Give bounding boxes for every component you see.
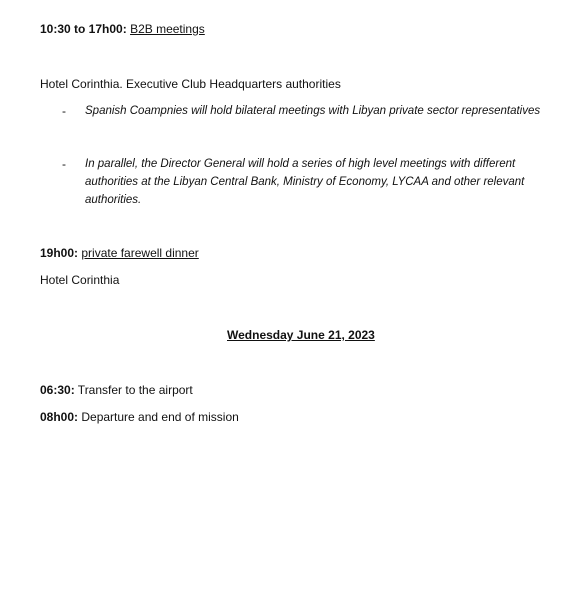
schedule-item — [40, 409, 239, 425]
bullet-text: Spanish Coampnies will hold bilateral meetings with Libyan private sector representatives — [85, 105, 541, 117]
b2b-time: 10:30 to 17h00: — [40, 22, 127, 36]
bullet-dash: - — [62, 104, 66, 118]
venue-executive-club: Hotel Corinthia. Executive Club Headquarters authorities — [40, 77, 341, 91]
dinner-title: private farewell dinner — [81, 246, 199, 260]
schedule-item — [40, 382, 193, 398]
dinner-time: 19h00: — [40, 246, 79, 260]
schedule-text: Transfer to the airport — [74, 383, 193, 397]
bullet-text: In parallel, the Director General will hold a series of high level meetings with different authorities at the Libyan Central Bank, Ministry of Economy, LYCAA and other relevant authorities. — [85, 158, 525, 206]
schedule-time: 08h00: — [40, 410, 79, 424]
schedule-text: Departure and end of mission — [78, 410, 239, 424]
bullet-dash: - — [62, 157, 66, 171]
day-heading: Wednesday June 21, 2023 — [227, 328, 375, 342]
schedule-time: 06:30: — [40, 383, 75, 397]
dinner-entry — [40, 245, 199, 261]
venue-corinthia: Hotel Corinthia — [40, 273, 120, 287]
b2b-title: B2B meetings — [130, 22, 205, 36]
b2b-entry — [40, 21, 205, 37]
